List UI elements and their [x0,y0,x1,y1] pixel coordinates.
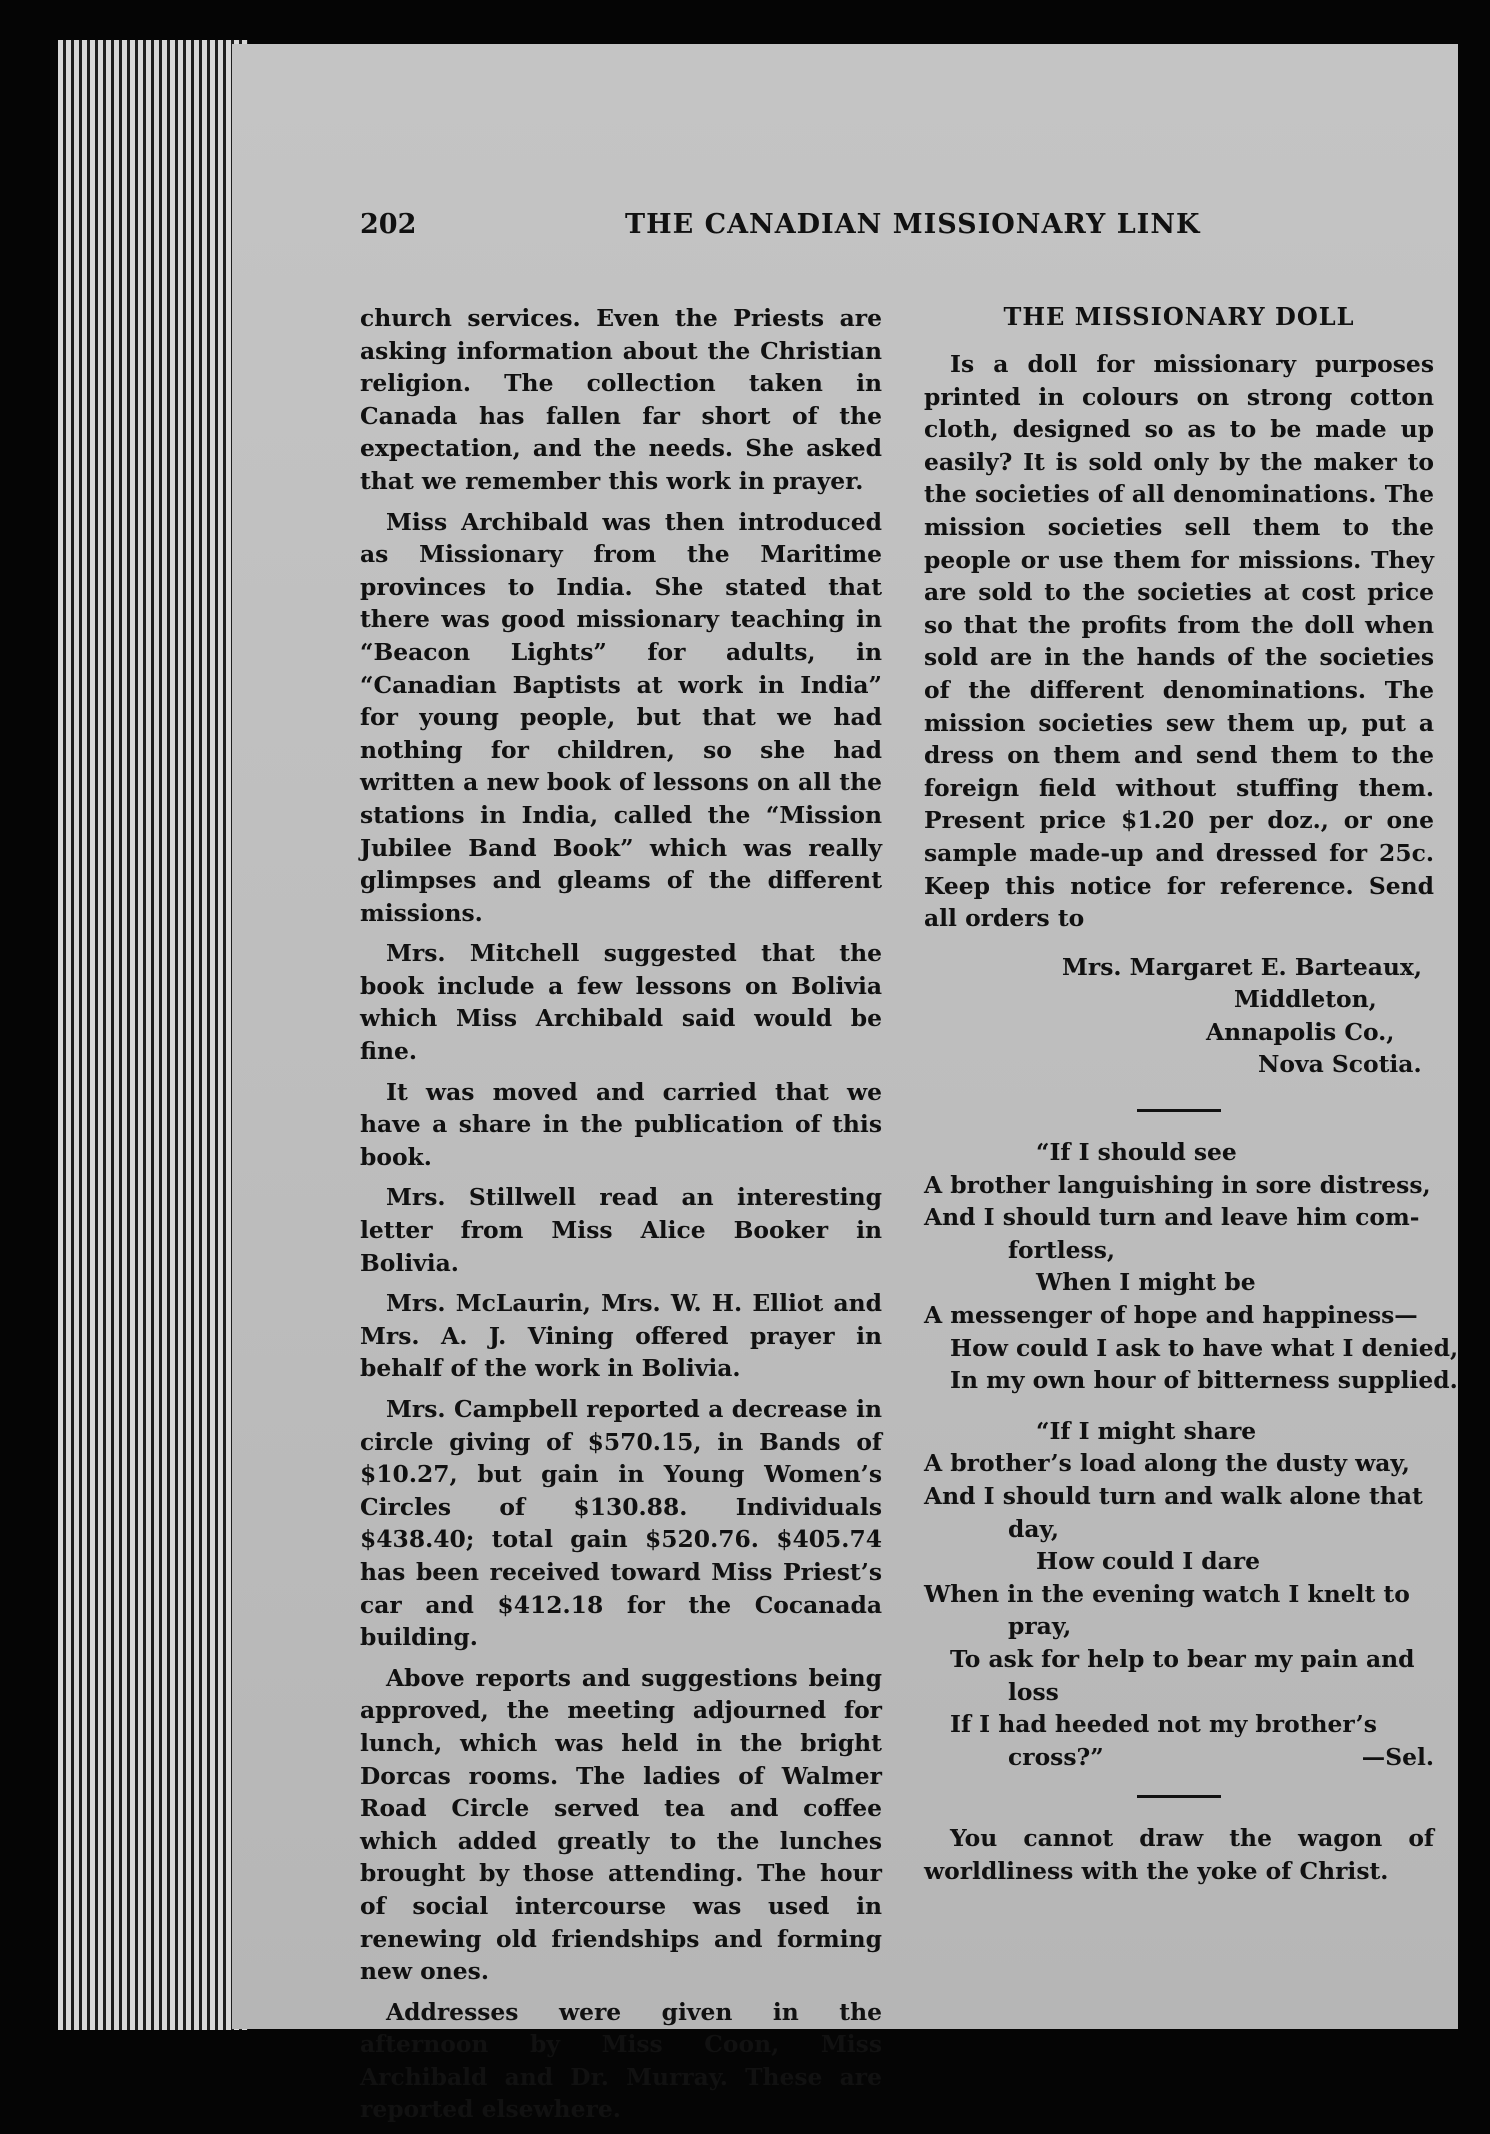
paragraph: Mrs. McLaurin, Mrs. W. H. Elliot and Mrs. A. J. Vining offered prayer in behalf of the work in Bolivia. [360,1289,882,1383]
poem-line: A brother’s load along the dusty way, [924,1449,1410,1478]
page-header [360,209,1490,259]
mailing-address [924,951,1434,1081]
address-line: Mrs. Margaret E. Barteaux, [1062,952,1423,981]
notice-body: Is a doll for missionary purposes printed in colours on strong cotton cloth, designed so as to be made up easily? It is sold only by the maker to the societies of all denominations. The mission societies sell them to the people or use them for missions. They are sold to the societies at cost price so that the profits from the doll when sold are in the hands of the societies of the different denominations. The mission societies sew them up, put a dress on them and send them to the foreign field without stuffing them. Present price $1.20 per doz., or one sample made-up and dressed for 25c. Keep this notice for reference. Send all orders to [924,350,1434,933]
section-title: THE MISSIONARY DOLL [1003,302,1355,331]
poem-line: A messenger of hope and happiness— [924,1301,1418,1330]
poem [924,1136,1459,1773]
paragraph: Mrs. Mitchell suggested that the book include a few lessons on Bolivia which Miss Archibald said would be fine. [360,939,882,1066]
paragraph: Mrs. Campbell reported a decrease in circle giving of $570.15, in Bands of $10.27, but gain in Young Women’s Circles of $130.88. Individuals $438.40; total gain $520.76. $405.74 has been received toward Miss Priest’s car and $412.18 for the Cocanada building. [360,1395,882,1652]
book-page [232,44,1459,2124]
poem-line: cross?” [1008,1742,1104,1771]
address-line: Annapolis Co., [1206,1017,1395,1046]
poem-line: “If I should see [1036,1138,1237,1167]
address-line: Nova Scotia. [1258,1050,1422,1079]
page-number: 202 [360,209,417,240]
poem-line: fortless, [1008,1235,1116,1264]
poem-line: How could I ask to have what I denied, [950,1333,1459,1362]
divider-rule [1137,1109,1221,1112]
poem-attribution: —Sel. [1361,1742,1434,1771]
paragraph: Mrs. Stillwell read an interesting letter from Miss Alice Booker in Bolivia. [360,1183,882,1277]
poem-line: And I should turn and leave him com- [924,1203,1420,1232]
divider-rule [1137,1795,1221,1798]
poem-line: When in the evening watch I knelt to [924,1579,1410,1608]
poem-last-line-row [924,1741,1434,1774]
poem-line: pray, [1008,1612,1072,1641]
left-column [360,302,882,2134]
running-title: THE CANADIAN MISSIONARY LINK [625,209,1201,240]
poem-line: day, [1008,1514,1060,1543]
right-column [924,302,1459,1896]
poem-line: When I might be [1036,1268,1256,1297]
closing-quote: You cannot draw the wagon of worldliness with the yoke of Christ. [924,1824,1434,1885]
poem-line: loss [1008,1677,1059,1706]
poem-line: “If I might share [1036,1416,1257,1445]
poem-line: To ask for help to bear my pain and [950,1644,1415,1673]
poem-line: In my own hour of bitterness supplied. [950,1366,1458,1395]
paragraph: Above reports and suggestions being approved, the meeting adjourned for lunch, which was held in the bright Dorcas rooms. The ladies of Walmer Road Circle served tea and coffee which added greatly to the lunches brought by those attending. The hour of social intercourse was used in renewing old friendships and forming new ones. [360,1663,882,1986]
address-line: Middleton, [1234,985,1377,1014]
paragraph: It was moved and carried that we have a share in the publication of this book. [360,1077,882,1171]
poem-line: And I should turn and walk alone that [924,1482,1423,1510]
poem-line: How could I dare [1036,1547,1261,1576]
paragraph: Addresses were given in the afternoon by Miss Coon, Miss Archibald and Dr. Murray. These are reported elsewhere. [360,1997,882,2124]
poem-line: A brother languishing in sore distress, [924,1170,1431,1199]
paragraph: church services. Even the Priests are asking information about the Christian religion. The collection taken in Canada has fallen far short of the expectation, and the needs. She asked that we remember this work in prayer. [360,304,882,495]
paragraph: Miss Archibald was then introduced as Missionary from the Maritime provinces to India. She stated that there was good missionary teaching in “Beacon Lights” for adults, in “Canadian Baptists at work in India” for young people, but that we had nothing for children, so she had written a new book of lessons on all the stations in India, called the “Mission Jubilee Band Book” which was really glimpses and gleams of the different missions. [360,507,882,927]
book-page-edges [58,40,248,2030]
poem-line: If I had heeded not my brother’s [950,1710,1377,1739]
